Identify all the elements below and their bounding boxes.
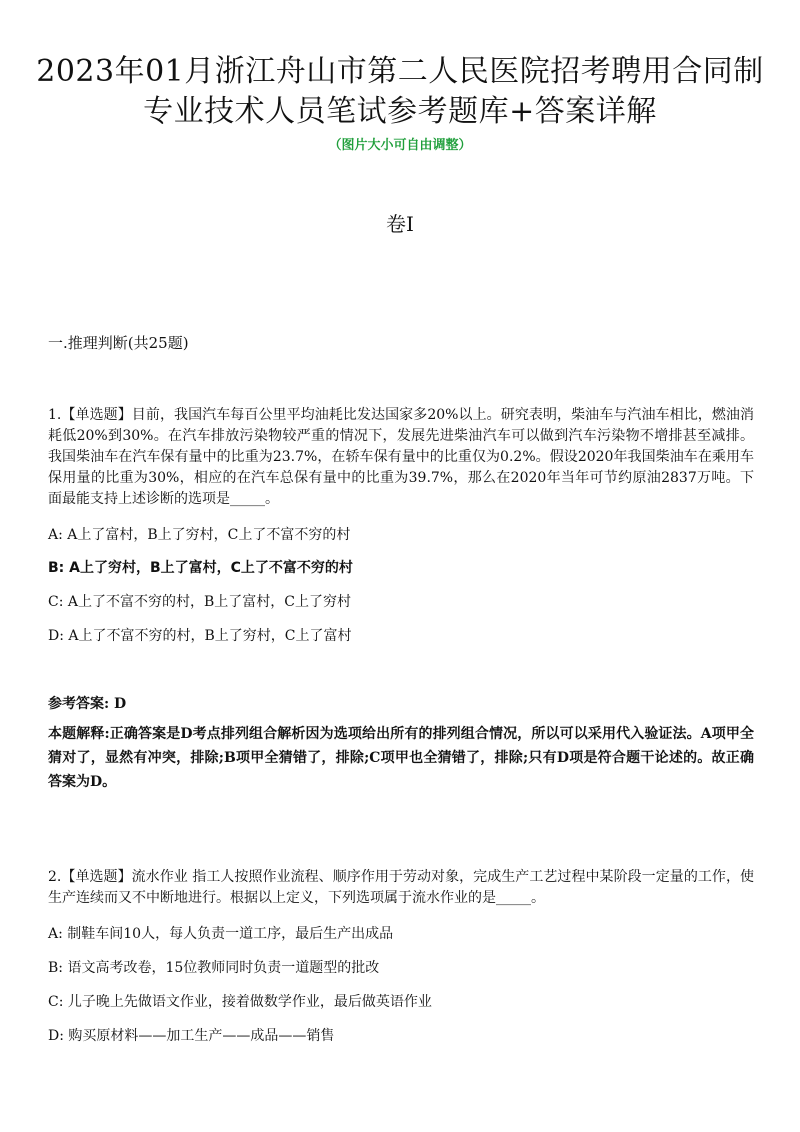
question-1-option-d: D: A上了不富不穷的村，B上了穷村，C上了富村 — [48, 628, 352, 644]
question-1-explanation: 本题解释:正确答案是D考点排列组合解析因为选项给出所有的排列组合情况，所以可以采用代入验证法。A项甲全猜对了，显然有冲突，排除;B项甲全猜错了，排除;C项甲也全猜错了，排除;只有D项是符合题干论述的。故正确答案为D。 — [48, 726, 754, 790]
question-1-option-b: B: A上了穷村，B上了富村，C上了不富不穷的村 — [48, 560, 353, 576]
document-title-line-1: 2023年01月浙江舟山市第二人民医院招考聘用合同制 — [36, 54, 764, 89]
document-subtitle: （图片大小可自由调整） — [328, 138, 472, 153]
question-2-stem: 2.【单选题】流水作业 指工人按照作业流程、顺序作用于劳动对象，完成生产工艺过程中某阶段一定量的工作，使生产连续而又不中断地进行。根据以上定义，下列选项属于流水作业的是_____。 — [48, 869, 754, 906]
question-1-stem: 1.【单选题】目前，我国汽车每百公里平均油耗比发达国家多20%以上。研究表明，柴油车与汽油车相比，燃油消耗低20%到30%。在汽车排放污染物较严重的情况下，发展先进柴油汽车可以做到汽车污染物不增排甚至减排。我国柴油车在汽车保有量中的比重为23.7%，在轿车保有量中的比重仅为0.2%。假设2020年我国柴油车在乘用车保用量的比重为30%，相应的在汽车总保有量中的比重为39.7%，那么在2020年当年可节约原油2837万吨。下面最能支持上述诊断的选项是_____。 — [48, 407, 754, 507]
volume-heading: 卷I — [386, 212, 414, 236]
document-title-line-2: 专业技术人员笔试参考题库+答案详解 — [143, 94, 657, 129]
question-2-option-b: B: 语文高考改卷，15位教师同时负责一道题型的批改 — [48, 960, 380, 976]
question-2-option-d: D: 购买原材料——加工生产——成品——销售 — [48, 1028, 335, 1044]
question-1-option-c: C: A上了不富不穷的村，B上了富村，C上了穷村 — [48, 594, 351, 610]
question-2-option-a: A: 制鞋车间10人，每人负责一道工序，最后生产出成品 — [48, 926, 394, 942]
question-1-option-a: A: A上了富村，B上了穷村，C上了不富不穷的村 — [48, 527, 351, 543]
section-heading: 一.推理判断(共25题) — [48, 334, 189, 352]
question-2-option-c: C: 儿子晚上先做语文作业，接着做数学作业，最后做英语作业 — [48, 994, 432, 1010]
question-1-answer: 参考答案: D — [48, 696, 127, 712]
